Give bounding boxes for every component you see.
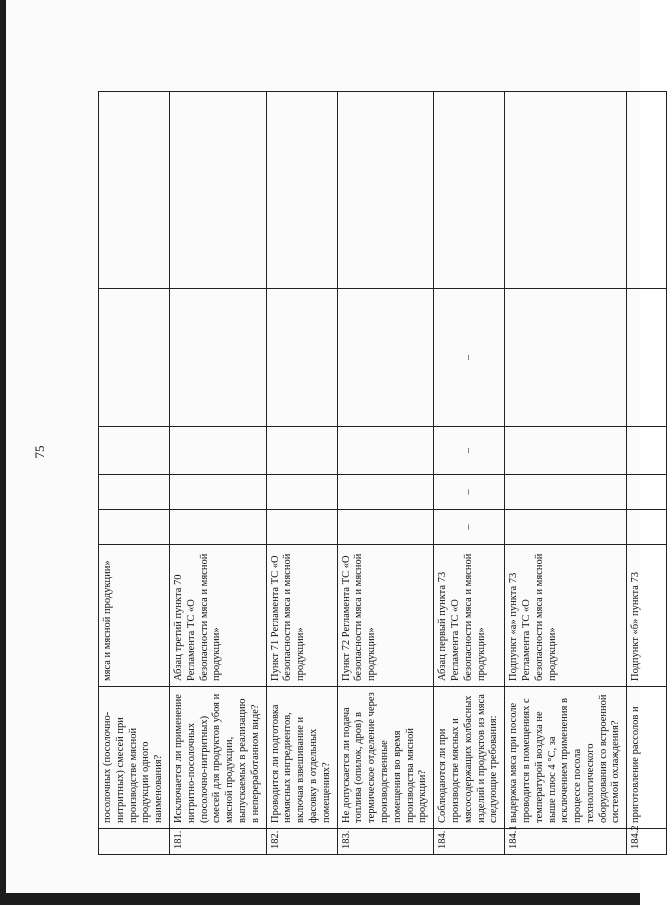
answer-no-cell [627,475,667,510]
reference-cell: Абзац первый пункта 73 Регламента ТС «О безопасности мяса и мясной продукции» [434,545,505,687]
row-number: 184. [434,829,505,855]
scan-edge-left [0,0,6,905]
notes-cell [337,92,434,289]
reference-cell: Подпункт «б» пункта 73 [627,545,667,687]
answer-na-cell [169,427,266,475]
table-row [169,92,266,855]
page-number: 75 [32,445,47,459]
answer-yes-cell [169,510,266,545]
answer-yes-cell [266,510,337,545]
answer-na-cell: – [434,427,505,475]
answer-extra-cell [337,289,434,427]
checklist-table-wrapper [98,92,642,855]
row-number: 184.2 [627,829,667,855]
scan-edge-bottom [0,893,640,905]
answer-extra-cell [627,289,667,427]
answer-extra-cell [169,289,266,427]
question-cell: Исключается ли применение нитритно-посолочных (посолочно-нитритных) смесей для продуктов убоя и мясной продукции, выпускаемых в реализацию в непереработанном виде? [169,687,266,829]
table-row [434,92,505,855]
table-row [99,92,170,855]
row-number: 183. [337,829,434,855]
table-row [505,92,627,855]
answer-no-cell: – [434,475,505,510]
answer-extra-cell [505,289,627,427]
answer-yes-cell [99,510,170,545]
row-number: 181. [169,829,266,855]
answer-yes-cell [627,510,667,545]
row-number [99,829,170,855]
answer-no-cell [266,475,337,510]
reference-cell: Подпункт «а» пункта 73 Регламента ТС «О безопасности мяса и мясной продукции» [505,545,627,687]
answer-extra-cell [99,289,170,427]
notes-cell [505,92,627,289]
answer-no-cell [337,475,434,510]
reference-cell: Абзац третий пункта 70 Регламента ТС «О безопасности мяса и мясной продукции» [169,545,266,687]
row-number: 182. [266,829,337,855]
question-cell: приготовление рассолов и [627,687,667,829]
question-cell: Не допускается ли подача топлива (опилок, дров) в термическое отделение через производственные помещения во время производства мясной продукции? [337,687,434,829]
answer-no-cell [169,475,266,510]
rotated-table-frame [98,92,642,855]
answer-na-cell [337,427,434,475]
answer-yes-cell [505,510,627,545]
answer-na-cell [505,427,627,475]
reference-cell: Пункт 72 Регламента ТС «О безопасности мяса и мясной продукции» [337,545,434,687]
notes-cell [266,92,337,289]
row-number: 184.1 [505,829,627,855]
answer-yes-cell: – [434,510,505,545]
answer-no-cell [505,475,627,510]
table-row [266,92,337,855]
notes-cell [434,92,505,289]
question-cell: Соблюдаются ли при производстве мясных и мясосодержащих колбасных изделий и продуктов из мяса следующие требования: [434,687,505,829]
answer-na-cell [266,427,337,475]
answer-extra-cell [266,289,337,427]
table-row [337,92,434,855]
question-cell: выдержка мяса при посоле проводится в помещениях с температурой воздуха не выше плюс 4 °С, за исключением применения в процессе посола технологического оборудования со встроенной системой охлаждения? [505,687,627,829]
notes-cell [169,92,266,289]
checklist-table [98,91,667,855]
reference-cell: Пункт 71 Регламента ТС «О безопасности мяса и мясной продукции» [266,545,337,687]
answer-extra-cell: – [434,289,505,427]
answer-na-cell [627,427,667,475]
notes-cell [627,92,667,289]
table-row [627,92,667,855]
reference-cell: мяса и мясной продукции» [99,545,170,687]
answer-no-cell [99,475,170,510]
notes-cell [99,92,170,289]
answer-na-cell [99,427,170,475]
answer-yes-cell [337,510,434,545]
question-cell: Проводится ли подготовка немясных ингредиентов, включая взвешивание и фасовку в отдельных помещениях? [266,687,337,829]
question-cell: посолочных (посолочно-нитритных) смесей при производстве мясной продукции одного наименования? [99,687,170,829]
